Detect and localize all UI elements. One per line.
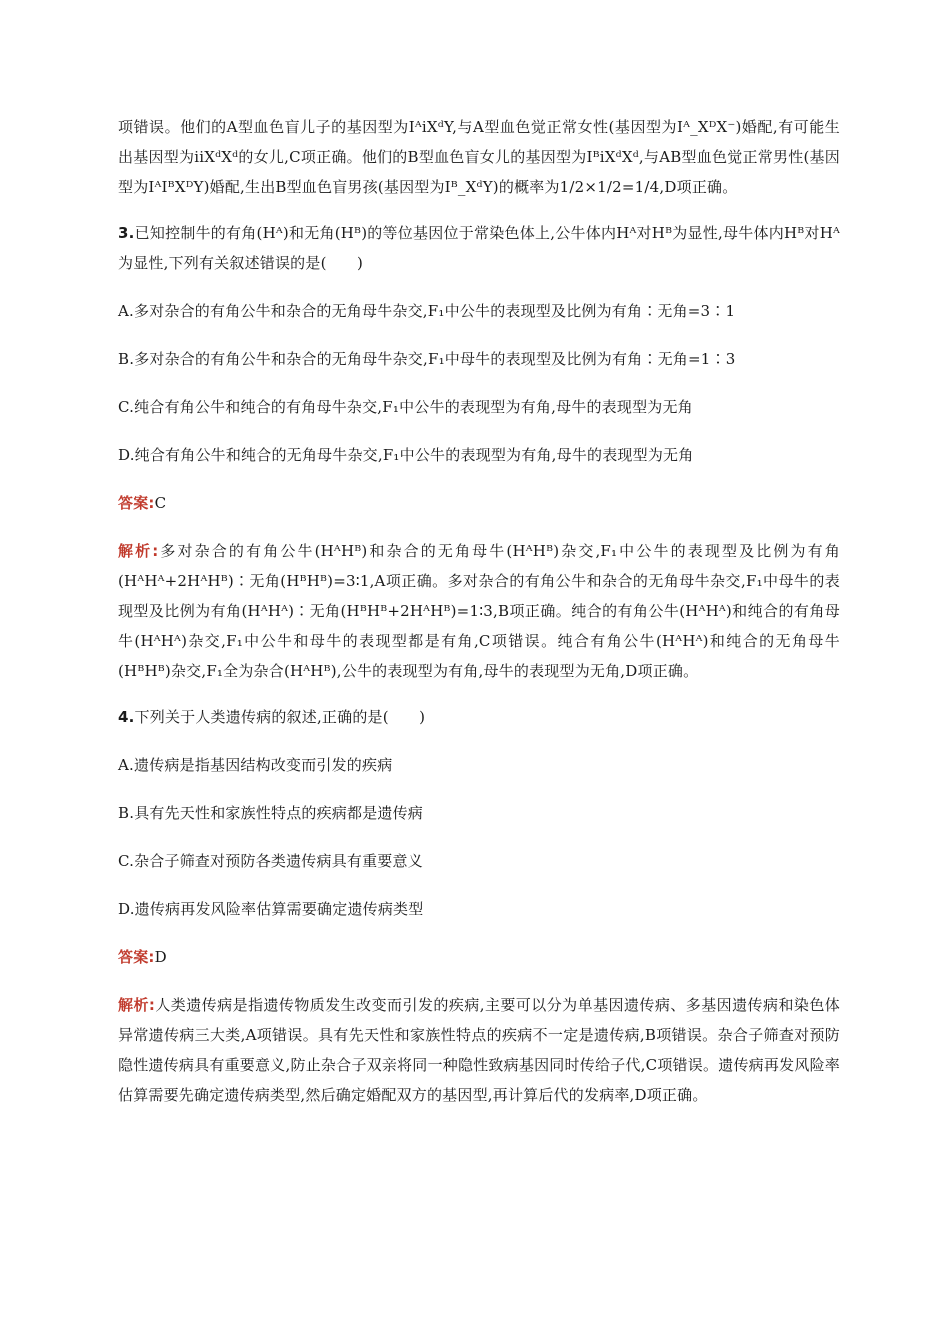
question-4-analysis [118,990,840,1110]
answer-label: 答案: [118,948,155,966]
question-4-option-a: A.遗传病是指基因结构改变而引发的疾病 [118,756,393,774]
question-3 [118,218,840,686]
question-4-stem [118,702,840,732]
question-3-analysis [118,536,840,686]
question-3-stem-text: 已知控制牛的有角(Hᴬ)和无角(Hᴮ)的等位基因位于常染色体上,公牛体内Hᴬ对Hᴮ为显性,母牛体内Hᴮ对Hᴬ为显性,下列有关叙述错误的是( ) [118,224,840,272]
question-4-stem-text: 下列关于人类遗传病的叙述,正确的是( ) [134,708,426,726]
question-4-answer [118,942,840,972]
answer-value: C [154,494,167,512]
answer-value: D [154,948,167,966]
question-3-option-d: D.纯合有角公牛和纯合的无角母牛杂交,F₁中公牛的表现型为有角,母牛的表现型为无角 [118,446,694,464]
analysis-text: 人类遗传病是指遗传物质发生改变而引发的疾病,主要可以分为单基因遗传病、多基因遗传病和染色体异常遗传病三大类,A项错误。具有先天性和家族性特点的疾病不一定是遗传病,B项错误。杂合子筛查对预防隐性遗传病具有重要意义,防止杂合子双亲将同一种隐性致病基因同时传给子代,C项错误。遗传病再发风险率估算需要先确定遗传病类型,然后确定婚配双方的基因型,再计算后代的发病率,D项正确。 [118,996,840,1104]
question-3-answer [118,488,840,518]
question-3-option-b: B.多对杂合的有角公牛和杂合的无角母牛杂交,F₁中母牛的表现型及比例为有角∶无角=1∶3 [118,350,736,368]
analysis-label: 解析: [118,996,156,1014]
question-4-option-d: D.遗传病再发风险率估算需要确定遗传病类型 [118,900,424,918]
previous-analysis-continuation: 项错误。他们的A型血色盲儿子的基因型为IᴬiXᵈY,与A型血色觉正常女性(基因型为Iᴬ_XᴰX⁻)婚配,有可能生出基因型为iiXᵈXᵈ的女儿,C项正确。他们的B型血色盲女儿的基因型为IᴮiXᵈXᵈ,与AB型血色觉正常男性(基因型为IᴬIᴮXᴰY)婚配,生出B型血色盲男孩(基因型为Iᴮ_XᵈY)的概率为1/2×1/2=1/4,D项正确。 [118,118,840,196]
analysis-label: 解析: [118,542,159,560]
question-4-option-c: C.杂合子筛查对预防各类遗传病具有重要意义 [118,852,423,870]
document-page [118,112,840,1110]
question-3-number: 3. [118,224,135,242]
answer-label: 答案: [118,494,155,512]
question-4-number: 4. [118,708,135,726]
question-3-stem [118,218,840,278]
question-3-option-a: A.多对杂合的有角公牛和杂合的无角母牛杂交,F₁中公牛的表现型及比例为有角∶无角=3∶1 [118,302,736,320]
question-4 [118,702,840,1110]
question-4-option-b: B.具有先天性和家族性特点的疾病都是遗传病 [118,804,423,822]
question-3-option-c: C.纯合有角公牛和纯合的有角母牛杂交,F₁中公牛的表现型为有角,母牛的表现型为无角 [118,398,693,416]
analysis-text: 多对杂合的有角公牛(HᴬHᴮ)和杂合的无角母牛(HᴬHᴮ)杂交,F₁中公牛的表现型及比例为有角(HᴬHᴬ+2HᴬHᴮ)∶无角(HᴮHᴮ)=3∶1,A项正确。多对杂合的有角公牛和杂合的无角母牛杂交,F₁中母牛的表现型及比例为有角(HᴬHᴬ)∶无角(HᴮHᴮ+2HᴬHᴮ)=1∶3,B项正确。纯合的有角公牛(HᴬHᴬ)和纯合的有角母牛(HᴬHᴬ)杂交,F₁中公牛和母牛的表现型都是有角,C项错误。纯合有角公牛(HᴬHᴬ)和纯合的无角母牛(HᴮHᴮ)杂交,F₁全为杂合(HᴬHᴮ),公牛的表现型为有角,母牛的表现型为无角,D项正确。 [118,542,840,680]
